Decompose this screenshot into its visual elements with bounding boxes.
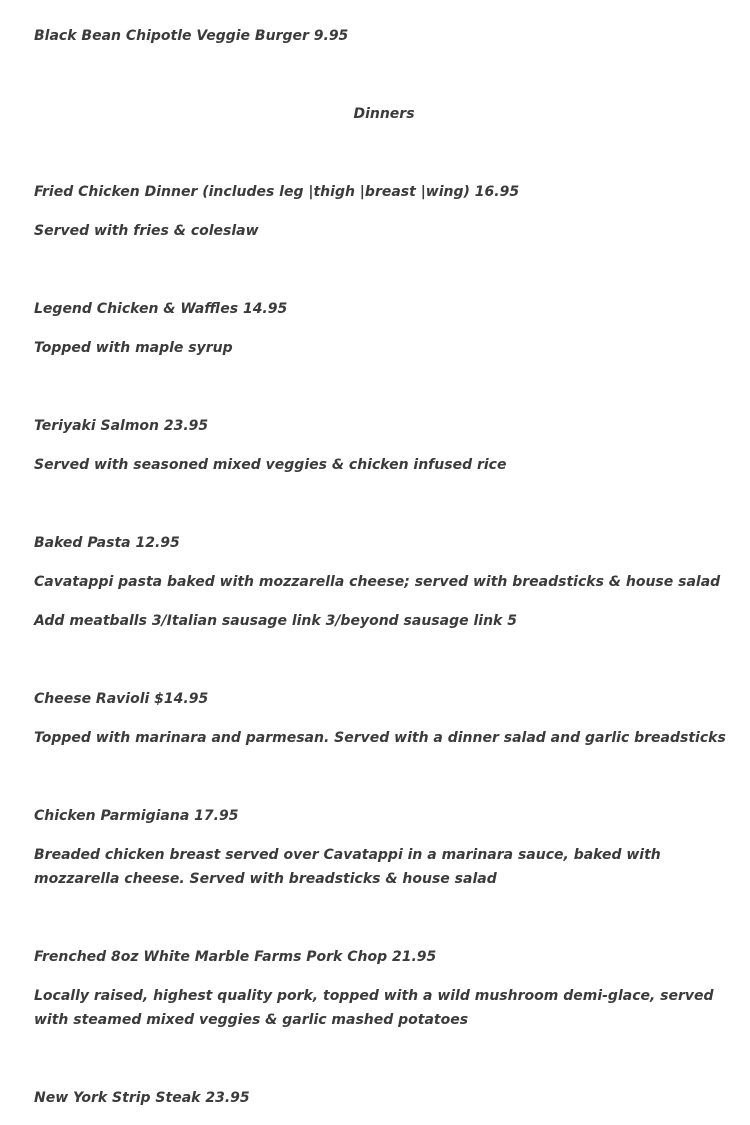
menu-item-description: Served with seasoned mixed veggies & chicken infused rice xyxy=(34,457,507,473)
menu-item-description: Served with fries & coleslaw xyxy=(34,223,259,239)
menu-item-description: Locally raised, highest quality pork, topped with a wild mushroom demi-glace, served with steamed mixed veggies & garlic mashed potatoes xyxy=(34,988,714,1028)
section-title: Dinners xyxy=(353,106,415,122)
menu-item-description: Topped with maple syrup xyxy=(34,340,233,356)
menu-item-title: Fried Chicken Dinner (includes leg |thigh |breast |wing) 16.95 xyxy=(34,184,520,200)
menu-item-title: Baked Pasta 12.95 xyxy=(34,535,180,551)
menu-item-title: Cheese Ravioli $14.95 xyxy=(34,691,209,707)
menu-item-title: Teriyaki Salmon 23.95 xyxy=(34,418,209,434)
menu-item-title: Frenched 8oz White Marble Farms Pork Chop 21.95 xyxy=(34,949,437,965)
menu-item-description: Topped with marinara and parmesan. Served with a dinner salad and garlic breadsticks xyxy=(34,730,726,746)
menu-item-title: New York Strip Steak 23.95 xyxy=(34,1090,250,1106)
menu-item-description: Cavatappi pasta baked with mozzarella cheese; served with breadsticks & house salad xyxy=(34,574,721,590)
menu-item-title: Black Bean Chipotle Veggie Burger 9.95 xyxy=(34,28,349,44)
menu-item-addon: Add meatballs 3/Italian sausage link 3/beyond sausage link 5 xyxy=(34,613,517,629)
menu-item-title: Legend Chicken & Waffles 14.95 xyxy=(34,301,288,317)
menu-item-title: Chicken Parmigiana 17.95 xyxy=(34,808,239,824)
menu-item-description: Breaded chicken breast served over Cavatappi in a marinara sauce, baked with mozzarella cheese. Served with breadsticks & house salad xyxy=(34,847,661,887)
